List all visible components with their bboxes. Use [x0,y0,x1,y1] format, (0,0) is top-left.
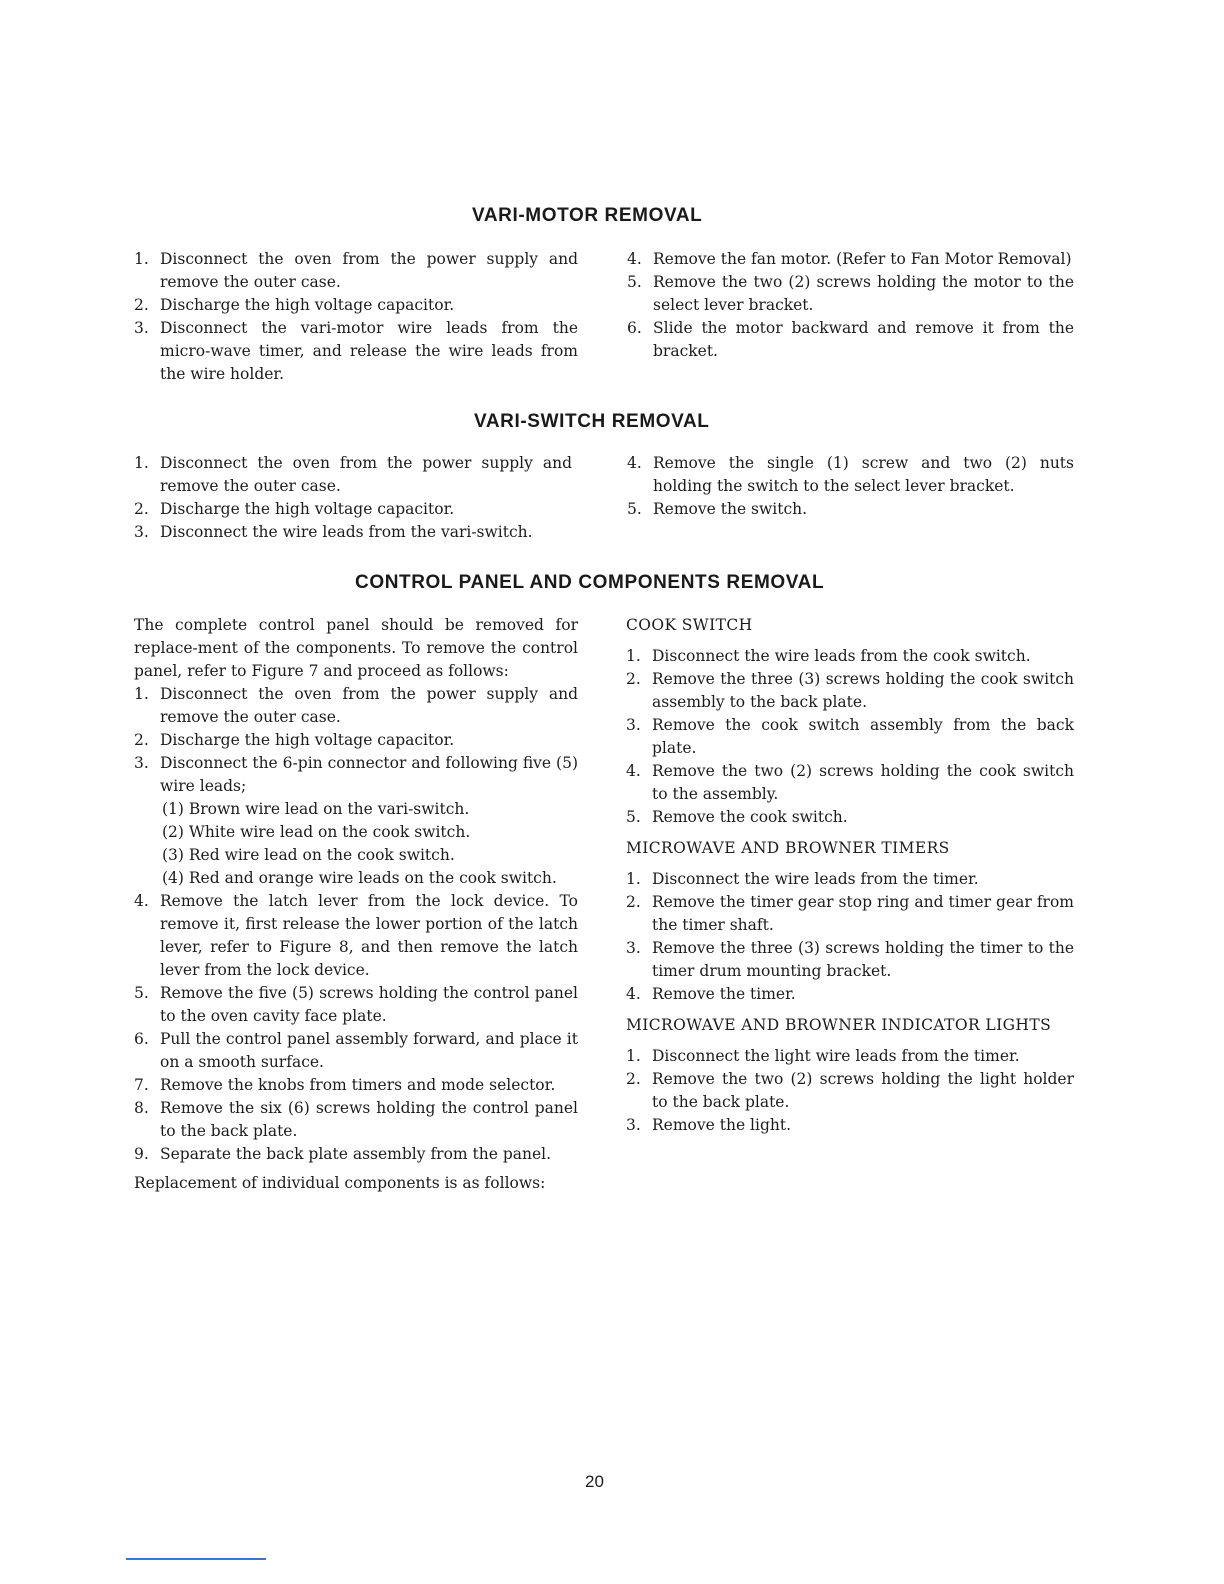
step-number: 2. [626,1070,641,1088]
step-number: 4. [627,454,642,472]
list-item [626,645,1074,668]
wire-lead-item: (3) Red wire lead on the cook switch. [162,846,455,864]
step-text: Remove the two (2) screws holding the light holder to the back plate. [652,1070,1074,1111]
list-item [626,806,1074,829]
step-text: Remove the cook switch. [652,808,848,826]
step-text: Separate the back plate assembly from the panel. [160,1145,552,1163]
list-item [134,1074,578,1097]
step-number: 3. [626,1116,641,1134]
step-number: 5. [134,984,149,1002]
list-item [626,760,1074,806]
heading-vari-switch: VARI-SWITCH REMOVAL [474,411,710,432]
list-item [627,498,1074,521]
list-item [626,1045,1074,1068]
step-text: Remove the timer gear stop ring and timer gear from the timer shaft. [652,893,1074,934]
step-text: Remove the timer. [652,985,796,1003]
list-item [626,668,1074,714]
step-text: Remove the five (5) screws holding the control panel to the oven cavity face plate. [160,984,578,1025]
list-item [134,982,578,1028]
step-text: Disconnect the wire leads from the cook switch. [652,647,1031,665]
wire-lead-item: (2) White wire lead on the cook switch. [162,823,471,841]
step-number: 1. [626,647,641,665]
step-number: 3. [626,939,641,957]
step-number: 3. [134,754,149,772]
step-number: 8. [134,1099,149,1117]
step-number: 3. [134,523,149,541]
list-item [626,1114,1074,1137]
list-item [134,1143,578,1166]
step-text: Remove the switch. [653,500,808,518]
list-item [626,937,1074,983]
step-number: 5. [627,500,642,518]
list-item [134,1097,578,1143]
step-text: Remove the three (3) screws holding the timer to the timer drum mounting bracket. [652,939,1074,980]
step-number: 2. [134,731,149,749]
step-text: Discharge the high voltage capacitor. [160,500,455,518]
list-item [134,729,578,752]
step-number: 2. [134,296,149,314]
step-text: Remove the knobs from timers and mode selector. [160,1076,556,1094]
intro-paragraph: The complete control panel should be removed for replace-ment of the components. To remove the control panel, refer to Figure 7 and proceed as follows: [134,616,578,680]
step-number: 6. [134,1030,149,1048]
subheading-indicator-lights: MICROWAVE AND BROWNER INDICATOR LIGHTS [626,1016,1052,1034]
list-item [627,271,1074,317]
step-text: Remove the six (6) screws holding the control panel to the back plate. [160,1099,578,1140]
list-item [627,248,1074,271]
wire-lead-item: (1) Brown wire lead on the vari-switch. [162,800,470,818]
list-item [134,294,578,317]
step-number: 1. [134,250,149,268]
step-text: Remove the three (3) screws holding the cook switch assembly to the back plate. [652,670,1074,711]
step-number: 5. [626,808,641,826]
step-text: Disconnect the oven from the power supply and remove the outer case. [160,250,578,291]
step-number: 4. [627,250,642,268]
vari-switch-left-list [134,452,572,544]
step-text: Pull the control panel assembly forward, and place it on a smooth surface. [160,1030,578,1071]
wire-lead-item: (4) Red and orange wire leads on the cook switch. [162,869,557,887]
step-text: Remove the cook switch assembly from the back plate. [652,716,1074,757]
list-item [626,868,1074,891]
step-number: 4. [626,762,641,780]
step-number: 2. [626,893,641,911]
step-number: 1. [134,454,149,472]
step-number: 3. [626,716,641,734]
heading-vari-motor: VARI-MOTOR REMOVAL [472,205,703,226]
list-item [134,248,578,294]
step-number: 7. [134,1076,149,1094]
step-number: 4. [626,985,641,1003]
step-text: Disconnect the oven from the power supply and remove the outer case. [160,454,572,495]
step-text: Remove the latch lever from the lock device. To remove it, first release the lower portion of the latch lever, refer to Figure 8, and then remove the latch lever from the lock device. [160,892,578,979]
control-panel-right-column [626,614,1074,1137]
step-number: 1. [626,1047,641,1065]
list-item [626,891,1074,937]
step-text: Discharge the high voltage capacitor. [160,731,455,749]
control-panel-left-column [134,614,578,1195]
step-text: Disconnect the wire leads from the vari-switch. [160,523,533,541]
step-text: Disconnect the oven from the power supply and remove the outer case. [160,685,578,726]
step-text: Remove the fan motor. (Refer to Fan Motor Removal) [653,250,1072,268]
vari-motor-right-list [627,248,1074,363]
list-item [134,317,578,386]
step-text: Disconnect the vari-motor wire leads from the micro-wave timer, and release the wire leads from the wire holder. [160,319,578,383]
step-text: Disconnect the 6-pin connector and following five (5) wire leads; [160,754,578,795]
list-item [134,521,572,544]
step-text: Disconnect the light wire leads from the timer. [652,1047,1020,1065]
step-number: 3. [134,319,149,337]
step-text: Remove the light. [652,1116,792,1134]
step-number: 4. [134,892,149,910]
list-item [626,1068,1074,1114]
list-item [627,317,1074,363]
step-number: 2. [134,500,149,518]
step-text: Discharge the high voltage capacitor. [160,296,455,314]
outro-paragraph: Replacement of individual components is as follows: [134,1174,546,1192]
step-text: Disconnect the wire leads from the timer. [652,870,979,888]
step-number: 2. [626,670,641,688]
list-item [134,498,572,521]
list-item [626,983,1074,1006]
heading-control-panel: CONTROL PANEL AND COMPONENTS REMOVAL [355,572,825,593]
step-number: 5. [627,273,642,291]
vari-switch-right-list [627,452,1074,521]
step-text: Remove the two (2) screws holding the motor to the select lever bracket. [653,273,1074,314]
list-item [134,683,578,729]
list-item [626,714,1074,760]
page-number: 20 [585,1472,604,1491]
list-item [134,890,578,982]
step-text: Remove the two (2) screws holding the cook switch to the assembly. [652,762,1074,803]
footer-rule [126,1558,266,1560]
step-number: 9. [134,1145,149,1163]
step-text: Remove the single (1) screw and two (2) nuts holding the switch to the select lever bracket. [653,454,1074,495]
step-text: Slide the motor backward and remove it from the bracket. [653,319,1074,360]
step-number: 6. [627,319,642,337]
subheading-timers: MICROWAVE AND BROWNER TIMERS [626,839,950,857]
list-item [134,452,572,498]
list-item [627,452,1074,498]
list-item [134,1028,578,1074]
step-number: 1. [626,870,641,888]
list-item [134,752,578,798]
vari-motor-left-list [134,248,578,386]
subheading-cook-switch: COOK SWITCH [626,616,753,634]
step-number: 1. [134,685,149,703]
